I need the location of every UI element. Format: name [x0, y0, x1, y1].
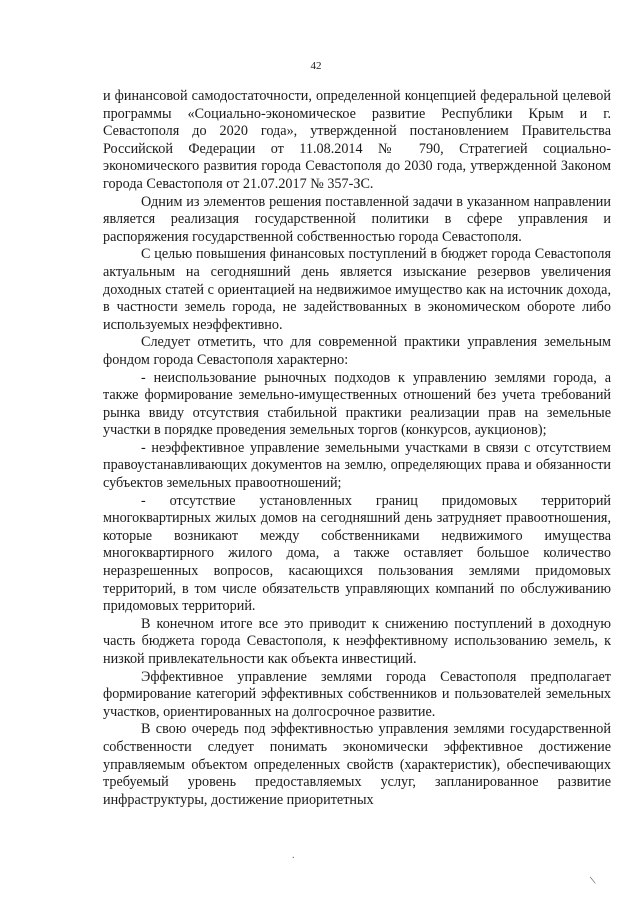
paragraph: Одним из элементов решения поставленной задачи в указанном направлении является реализация государственной политики в сфере управления и распоряжения государственной собственностью города Севастополя.	[103, 193, 611, 245]
body-text	[103, 88, 611, 809]
paragraph: Эффективное управление землями города Севастополя предполагает формирование категорий эффективных собственников и пользователей земельных участков, ориентированных на долгосрочное развитие.	[103, 668, 611, 720]
list-item: - неиспользование рыночных подходов к управлению землями города, а также формирование земельно-имущественных отношений без учета требований рынка ввиду отсутствия стабильной практики реализации прав на земельные участки в порядке проведения земельных торгов (конкурсов, аукционов);	[103, 369, 611, 439]
stray-dot: .	[292, 850, 295, 861]
paragraph: В свою очередь под эффективностью управления землями государственной собственности следует понимать экономически эффективное достижение управляемым объектом определенных свойств (характеристик), обеспечивающих требуемый уровень предоставляемых услуг, запланированное развитие инфраструктуры, достижение приоритетных	[103, 721, 611, 808]
paragraph: С целью повышения финансовых поступлений в бюджет города Севастополя актуальным на сегодняшний день является изыскание резервов увеличения доходных статей с ориентацией на недвижимое имущество как на источник дохода, в частности земель города, не задействованных в экономическом обороте либо используемых неэффективно.	[103, 246, 611, 333]
list-item: - отсутствие установленных границ придомовых территорий многоквартирных жилых домов на сегодняшний день затрудняет правоотношения, которые возникают между собственниками недвижимого имущества многоквартирного жилого дома, а также оставляет большое количество неразрешенных вопросов, касающихся пользования землями придомовых территорий, в том числе обязательств управляющих компаний по обслуживанию придомовых территорий.	[103, 492, 611, 615]
list-item: - неэффективное управление земельными участками в связи с отсутствием правоустанавливающих документов на землю, определяющих права и обязанности субъектов земельных правоотношений;	[103, 439, 611, 492]
page-number: 42	[310, 60, 322, 72]
paragraph-continuation: и финансовой самодостаточности, определенной концепцией федеральной целевой программы «Социально-экономическое развитие Республики Крым и г. Севастополя до 2020 года», утвержденной постановлением Правительства Российской Федерации от 11.08.2014 № 790, Стратегией социально-экономического развития города Севастополя до 2030 года, утвержденной Законом города Севастополя от 21.07.2017 № 357-ЗС.	[103, 88, 611, 192]
paragraph: В конечном итоге все это приводит к снижению поступлений в доходную часть бюджета города Севастополя, к неэффективному использованию земель, к низкой привлекательности как объекта инвестиций.	[103, 615, 611, 667]
corner-mark: \	[588, 872, 597, 888]
paragraph: Следует отметить, что для современной практики управления земельным фондом города Севастополя характерно:	[103, 334, 611, 368]
